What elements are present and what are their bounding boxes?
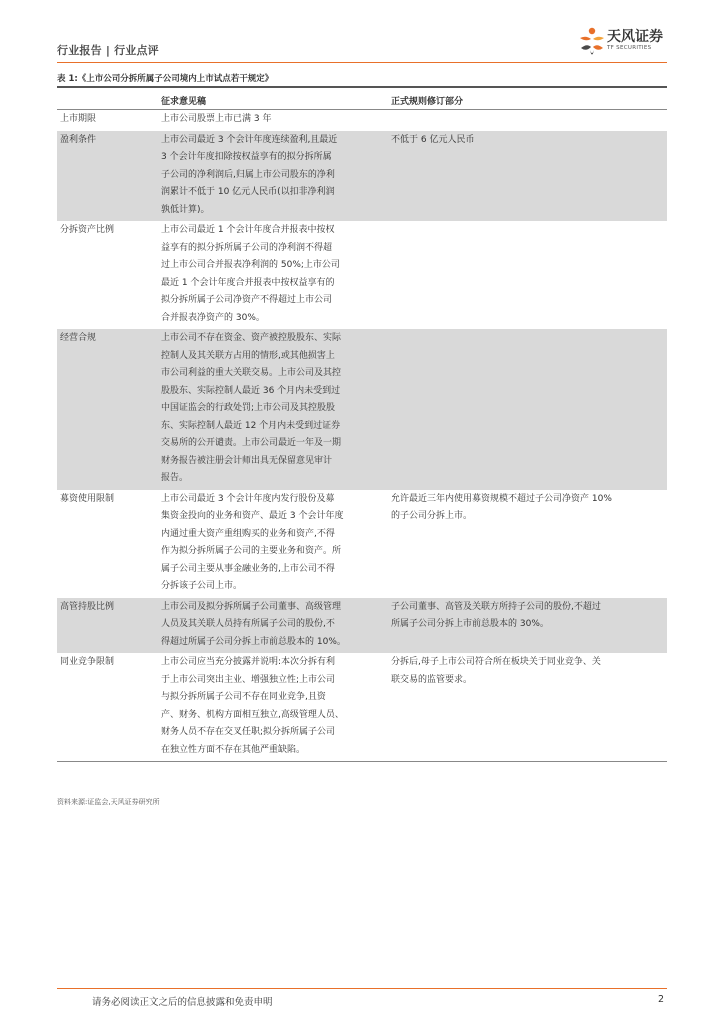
draft-text-line: 控制人及其关联方占用的情形,或其他损害上 — [161, 350, 335, 361]
table-row — [57, 131, 667, 222]
header-final: 正式规则修订部分 — [391, 97, 464, 107]
draft-text-line: 东、实际控制人最近 12 个月内未受到过证券 — [161, 420, 341, 431]
draft-text-line: 拟分拆所属子公司净资产不得超过上市公司 — [161, 295, 333, 305]
final-text-line: 的子公司分拆上市。 — [391, 511, 473, 521]
draft-text — [161, 222, 386, 327]
draft-text-line: 上市公司最近 3 个会计年度连续盈利,且最近 — [161, 134, 338, 145]
draft-text-line: 分拆该子公司上市。 — [161, 581, 243, 591]
footer-divider — [57, 988, 667, 989]
row-label: 募资使用限制 — [60, 493, 115, 504]
final-text-line: 允许最近三年内使用募资规模不超过子公司净资产 10% — [391, 493, 612, 504]
draft-text — [161, 491, 386, 596]
draft-text-line: 3 个会计年度扣除按权益享有的拟分拆所属 — [161, 152, 332, 162]
table-header-row — [57, 88, 667, 110]
draft-text-line: 于上市公司突出主业、增强独立性;上市公司 — [161, 674, 336, 685]
brand-logo-icon — [577, 26, 607, 60]
header-divider — [57, 62, 667, 63]
draft-text-line: 内通过重大资产重组购买的业务和资产,不得 — [161, 528, 335, 539]
table-bottom-rule — [57, 761, 667, 762]
row-label: 盈利条件 — [60, 134, 97, 145]
table-caption: 表 1:《上市公司分拆所属子公司境内上市试点若干规定》 — [57, 74, 274, 84]
row-label: 上市期限 — [60, 114, 97, 124]
report-header — [57, 29, 667, 60]
final-text-line: 子公司董事、高管及关联方所持子公司的股份,不超过 — [391, 601, 601, 612]
draft-text-line: 股股东、实际控制人最近 36 个月内未受到过 — [161, 385, 341, 396]
draft-text — [161, 111, 386, 129]
final-text-line: 联交易的监管要求。 — [391, 674, 473, 685]
report-category: 行业报告 | 行业点评 — [57, 44, 159, 57]
draft-text-line: 人员及其关联人员持有所属子公司的股份,不 — [161, 619, 335, 629]
draft-text-line: 财务报告被注册会计师出具无保留意见审计 — [161, 455, 333, 466]
draft-text — [161, 132, 386, 220]
brand-subtitle: TF SECURITIES — [607, 45, 652, 51]
draft-text-line: 产、财务、机构方面相互独立,高级管理人员、 — [161, 709, 344, 720]
brand-logo — [567, 26, 667, 62]
draft-text-line: 合并报表净资产的 30%。 — [161, 312, 265, 323]
final-text-line: 所属子公司分拆上市前总股本的 30%。 — [391, 619, 549, 629]
table-row — [57, 598, 667, 654]
draft-text-line: 集资金投向的业务和资产、最近 3 个会计年度 — [161, 511, 344, 521]
final-text-line: 分拆后,母子上市公司符合所在板块关于同业竞争、关 — [391, 657, 601, 667]
draft-text-line: 上市公司及拟分拆所属子公司董事、高级管理 — [161, 601, 342, 612]
final-text — [391, 654, 659, 689]
source-note: 资料来源:证监会,天风证券研究所 — [57, 798, 160, 806]
final-text — [391, 132, 659, 150]
table-row — [57, 221, 667, 329]
table-row — [57, 110, 667, 131]
row-label: 高管持股比例 — [60, 601, 115, 612]
final-text — [391, 599, 659, 634]
regulation-table — [57, 86, 667, 762]
draft-text-line: 润累计不低于 10 亿元人民币(以扣非净利润 — [161, 187, 335, 197]
draft-text-line: 交易所的公开谴责。上市公司最近一年及一期 — [161, 438, 342, 448]
draft-text-line: 过上市公司合并报表净利润的 50%;上市公司 — [161, 260, 340, 270]
table-row — [57, 329, 667, 490]
row-label: 经营合规 — [60, 333, 97, 343]
row-label: 同业竞争限制 — [60, 657, 115, 667]
draft-text-line: 上市公司不存在资金、资产被控股股东、实际 — [161, 333, 342, 343]
draft-text-line: 报告。 — [161, 473, 189, 483]
draft-text-line: 上市公司最近 3 个会计年度内发行股份及募 — [161, 493, 335, 504]
draft-text-line: 与拟分拆所属子公司不存在同业竞争,且资 — [161, 692, 326, 702]
draft-text-line: 市公司利益的重大关联交易。上市公司及其控 — [161, 368, 342, 378]
table-row — [57, 653, 667, 761]
table-row — [57, 490, 667, 598]
final-text-line: 不低于 6 亿元人民币 — [391, 134, 475, 145]
draft-text-line: 作为拟分拆所属子公司的主要业务和资产。所 — [161, 546, 342, 556]
disclaimer-text: 请务必阅读正文之后的信息披露和免责申明 — [92, 997, 273, 1008]
draft-text-line: 上市公司应当充分披露并说明:本次分拆有利 — [161, 657, 336, 667]
draft-text — [161, 330, 386, 488]
draft-text-line: 在独立性方面不存在其他严重缺陷。 — [161, 744, 306, 755]
draft-text-line: 最近 1 个会计年度合并报表中按权益享有的 — [161, 277, 335, 288]
final-text — [391, 491, 659, 526]
table-body — [57, 110, 667, 761]
draft-text-line: 中国证监会的行政处罚;上市公司及其控股股 — [161, 403, 336, 413]
page-number: 2 — [657, 994, 664, 1005]
draft-text — [161, 654, 386, 759]
draft-text — [161, 599, 386, 652]
header-draft: 征求意见稿 — [161, 97, 207, 107]
draft-text-line: 属子公司主要从事金融业务的,上市公司不得 — [161, 563, 335, 574]
brand-name: 天风证券 — [607, 29, 663, 45]
draft-text-line: 得超过所属子公司分拆上市前总股本的 10%。 — [161, 636, 346, 647]
draft-text-line: 上市公司股票上市已满 3 年 — [161, 114, 272, 124]
row-label: 分拆资产比例 — [60, 225, 115, 235]
draft-text-line: 上市公司最近 1 个会计年度合并报表中按权 — [161, 225, 335, 235]
draft-text-line: 财务人员不存在交叉任职;拟分拆所属子公司 — [161, 727, 336, 737]
draft-text-line: 子公司的净利润后,归属上市公司股东的净利 — [161, 169, 335, 180]
draft-text-line: 孰低计算)。 — [161, 204, 210, 215]
draft-text-line: 益享有的拟分拆所属子公司的净利润不得超 — [161, 242, 333, 253]
